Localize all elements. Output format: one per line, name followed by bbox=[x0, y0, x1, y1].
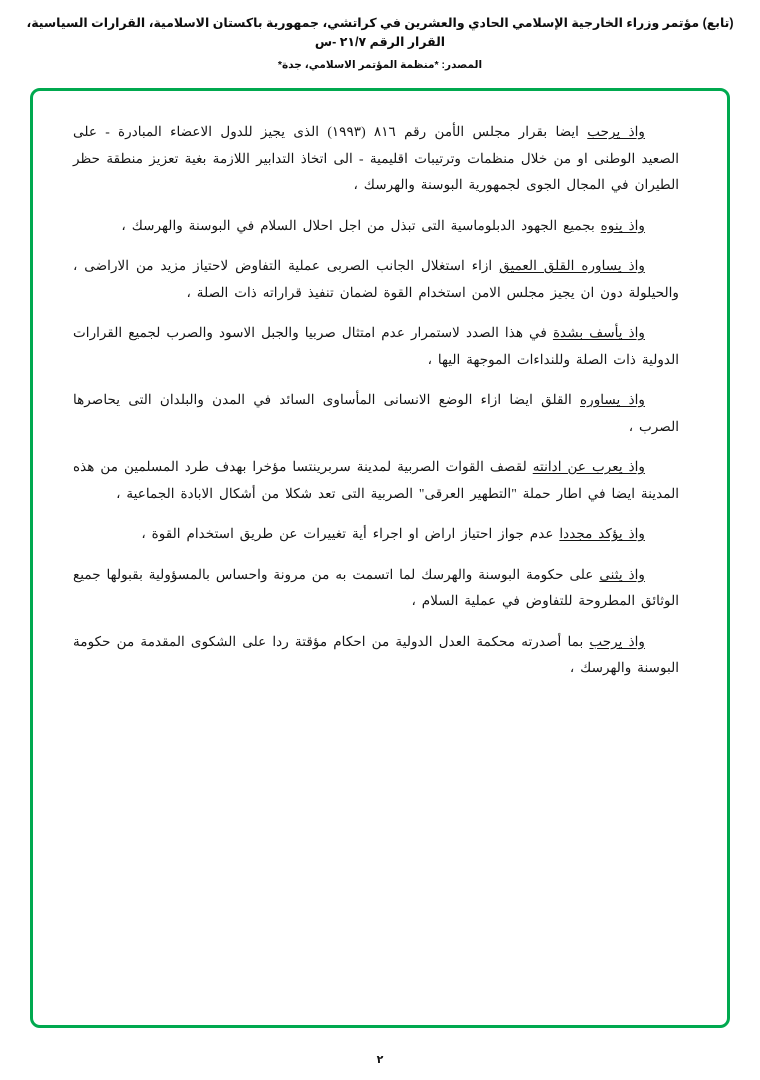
paragraph-lead: واذ يرحب bbox=[589, 633, 645, 649]
paragraph-lead: واذ يساوره bbox=[580, 392, 645, 407]
paragraph-lead: واذ ينوه bbox=[600, 217, 645, 233]
paragraph-lead: واذ يعرب عن ادانته bbox=[532, 459, 645, 474]
content-body bbox=[33, 91, 727, 1025]
paragraph-text: لقصف القوات الصربية لمدينة سربرينتسا مؤخرا بهدف طرد المسلمين من هذه المدينة ايضا في اطار حملة "التطهير العرقى" الصربية التى تعد شكلا من أشكال الابادة الجماعية ، bbox=[73, 459, 679, 501]
paragraph bbox=[73, 521, 679, 548]
paragraph bbox=[73, 629, 679, 682]
paragraph bbox=[73, 253, 679, 306]
content-frame bbox=[30, 88, 730, 1028]
paragraph-lead: واذ يؤكد مجددا bbox=[559, 526, 645, 541]
paragraph-text: بجميع الجهود الدبلوماسية التى تبذل من اجل احلال السلام في البوسنة والهرسك ، bbox=[121, 217, 601, 233]
header-title: (تابع) مؤتمر وزراء الخارجية الإسلامي الحادي والعشرين في كراتشي، جمهورية باكستان الاسلامية، القرارات السياسية، القرار الرقم ٢١/٧ -س bbox=[26, 16, 734, 49]
paragraph-lead: واذ يرحب bbox=[587, 124, 645, 139]
paragraph-lead: واذ يساوره القلق العميق bbox=[499, 258, 645, 273]
paragraph-lead: واذ يثنى bbox=[599, 566, 645, 582]
paragraph-text: بما أصدرته محكمة العدل الدولية من احكام مؤقتة ردا على الشكوى المقدمة من حكومة البوسنة والهرسك ، bbox=[73, 633, 679, 675]
paragraph bbox=[73, 562, 679, 615]
paragraph bbox=[73, 387, 679, 440]
header-source: المصدر: *منظمة المؤتمر الاسلامي، جدة* bbox=[277, 58, 483, 71]
paragraph-lead: واذ يأسف بشدة bbox=[552, 325, 645, 340]
paragraph-text: القلق ايضا ازاء الوضع الانسانى المأساوى السائد في المدن والبلدان التى يحاصرها الصرب ، bbox=[73, 392, 679, 434]
paragraph-text: ازاء استغلال الجانب الصربى عملية التفاوض لاحتياز مزيد من الاراضى ، والحيلولة دون ان يجيز مجلس الامن استخدام القوة لضمان تنفيذ قراراته ذات الصلة ، bbox=[73, 258, 679, 300]
paragraph-text: في هذا الصدد لاستمرار عدم امتثال صربيا والجبل الاسود والصرب لجميع القرارات الدولية ذات الصلة وللنداءات الموجهة اليها ، bbox=[73, 325, 679, 367]
paragraph-text: عدم جواز احتياز اراض او اجراء أية تغييرات عن طريق استخدام القوة ، bbox=[141, 526, 560, 541]
page-header bbox=[0, 0, 760, 71]
paragraph bbox=[73, 213, 679, 240]
page-number: ٢ bbox=[376, 1054, 384, 1066]
paragraph bbox=[73, 320, 679, 373]
paragraph-text: ايضا بقرار مجلس الأمن رقم ٨١٦ (١٩٩٣) الذى يجيز للدول الاعضاء المبادرة - على الصعيد الوطنى او من خلال منظمات وترتيبات اقليمية - الى اتخاذ التدابير اللازمة بغية تعزيز منطقة حظر الطيران في المجال الجوى لجمهورية البوسنة والهرسك ، bbox=[73, 124, 679, 192]
paragraph bbox=[73, 119, 679, 199]
paragraph bbox=[73, 454, 679, 507]
paragraph-text: على حكومة البوسنة والهرسك لما اتسمت به من مرونة واحساس بالمسؤولية بقبولها جميع الوثائق المطروحة للتفاوض في عملية السلام ، bbox=[73, 566, 679, 608]
